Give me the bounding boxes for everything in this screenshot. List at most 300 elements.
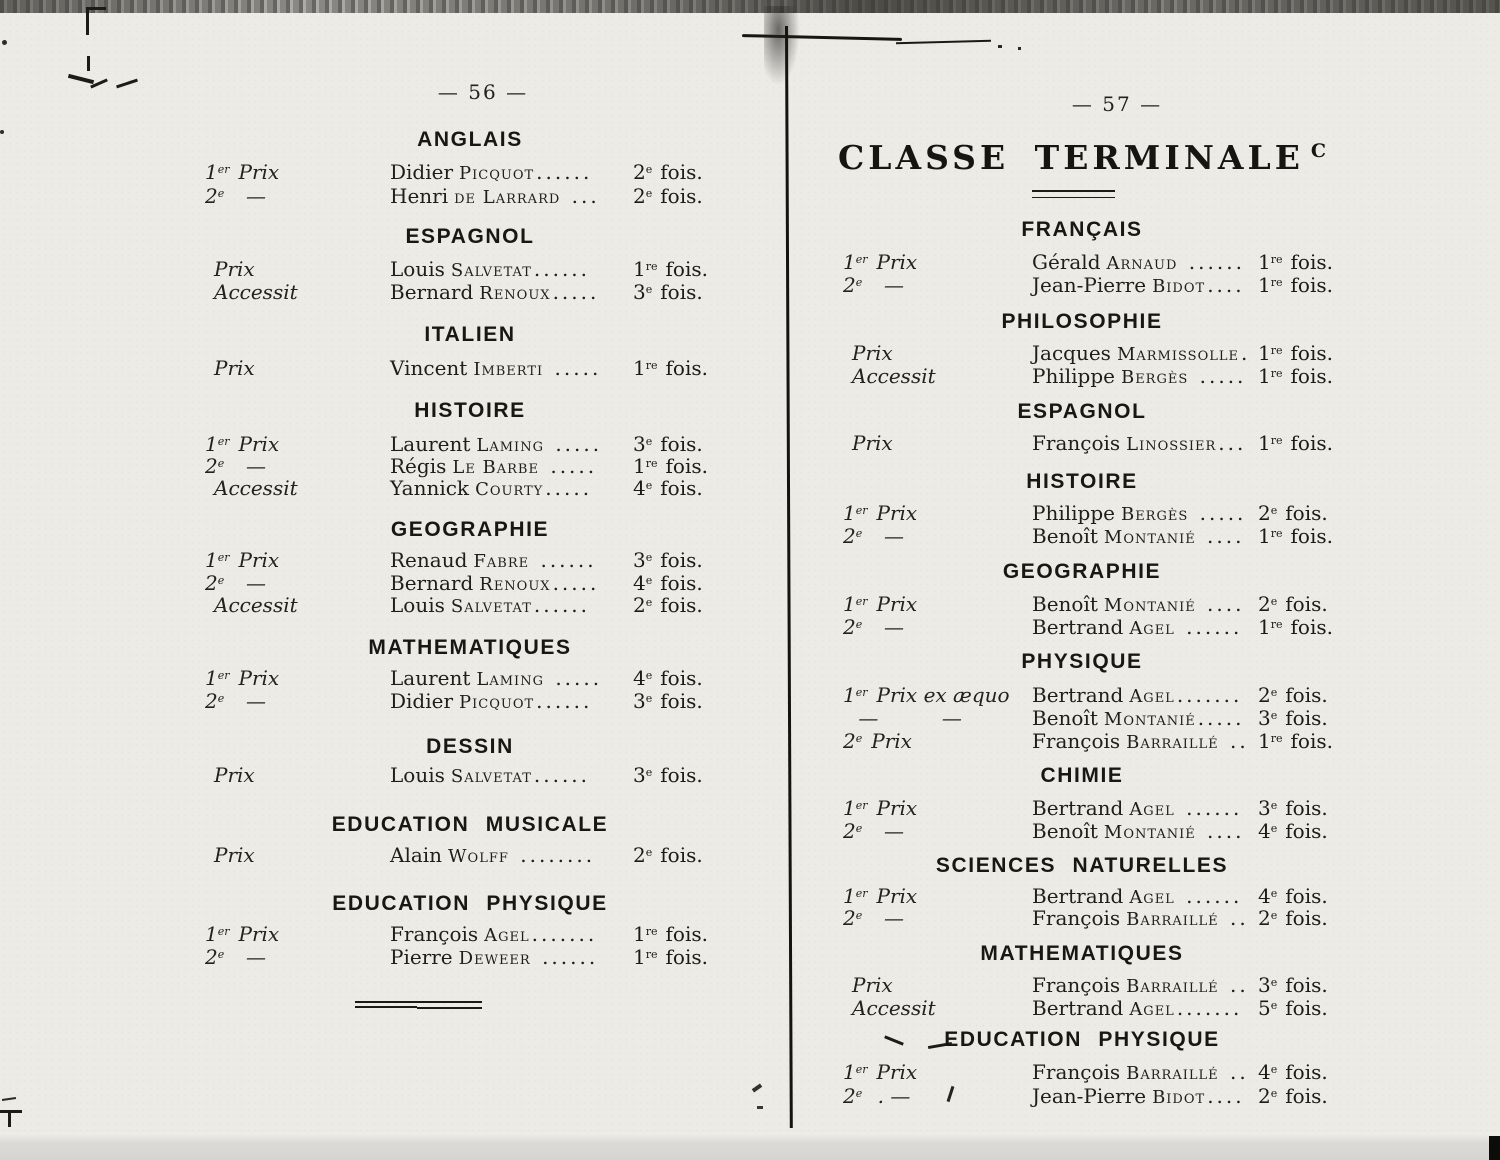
laureate-given-name: Louis [390, 763, 445, 787]
laureate-given-name: François [1032, 906, 1121, 930]
award-rank-sup: er [855, 887, 868, 900]
section-heading: PHYSIQUE [1021, 650, 1143, 673]
laureate-given-name: Renaud [390, 548, 468, 572]
award-word: Accessit [214, 593, 298, 617]
times-sup: e [645, 551, 653, 564]
laureate-given-name: François [1032, 1060, 1121, 1084]
laureate-given-name: Philippe [1032, 364, 1115, 388]
prize-row [0, 906, 1500, 932]
laureate-surname: Bidot [1152, 276, 1206, 297]
award-label [843, 524, 904, 548]
times-label [1258, 431, 1333, 455]
times-sup: e [1270, 504, 1278, 517]
award-label [843, 884, 917, 908]
times-number: 3 [633, 432, 646, 456]
section-heading: HISTOIRE [1026, 470, 1138, 493]
laureate-name [1032, 364, 1246, 388]
award-rank-sup: er [217, 925, 230, 938]
laureate-surname: Wolff [448, 846, 509, 867]
leader-dots: ........ [510, 843, 596, 867]
award-word: — [233, 689, 266, 713]
leader-dots: ...... [531, 548, 597, 572]
award-word: Accessit [214, 476, 298, 500]
prize-row [0, 273, 1500, 299]
laureate-surname: Le Barbe [452, 457, 539, 478]
times-sup: e [645, 766, 653, 779]
laureate-surname: Laming [476, 669, 544, 690]
times-number: 4 [1258, 1060, 1271, 1084]
section-heading: DESSIN [426, 735, 514, 758]
times-label [1258, 524, 1333, 548]
award-label [843, 501, 917, 525]
times-sup: e [645, 187, 653, 200]
award-rank: 1 [843, 1060, 856, 1084]
times-number: 1 [633, 356, 646, 380]
times-word: fois. [1285, 884, 1328, 908]
laureate-surname: de Larrard [454, 187, 561, 208]
award-rank: 2 [205, 945, 218, 969]
times-number: 4 [633, 476, 646, 500]
award-word: — [871, 819, 904, 843]
times-number: 1 [1258, 729, 1271, 753]
prize-row [0, 364, 1500, 390]
times-number: 2 [1258, 1084, 1271, 1108]
award-label [843, 364, 936, 388]
times-label [1258, 1084, 1328, 1108]
times-word: fois. [665, 922, 708, 946]
laureate-name [1032, 592, 1245, 616]
award-rank-sup: er [217, 669, 230, 682]
times-label [1258, 884, 1328, 908]
award-rank: 1 [843, 501, 856, 525]
times-word: fois. [1285, 1084, 1328, 1108]
times-word: fois. [1290, 364, 1333, 388]
times-word: fois. [1285, 796, 1328, 820]
times-word: fois. [1285, 996, 1328, 1020]
laureate-surname: Courty [475, 479, 544, 500]
times-number: 3 [633, 763, 646, 787]
times-word: fois. [1290, 250, 1333, 274]
times-label [1258, 615, 1333, 639]
award-rank: 1 [205, 160, 218, 184]
award-label [843, 683, 1010, 707]
award-word: Accessit [852, 996, 936, 1020]
leader-dots: ..... [1197, 706, 1245, 730]
times-label [1258, 973, 1328, 997]
times-sup: re [1270, 618, 1283, 631]
laureate-name [1032, 524, 1245, 548]
section-heading: EDUCATION PHYSIQUE [332, 892, 608, 915]
times-number: 4 [1258, 884, 1271, 908]
laureate-surname: Barraillé [1126, 1063, 1219, 1084]
laureate-surname: Barraillé [1126, 732, 1219, 753]
laureate-name [1032, 729, 1249, 753]
times-sup: e [645, 163, 653, 176]
award-rank-sup: er [855, 595, 868, 608]
laureate-given-name: François [1032, 729, 1121, 753]
award-word: — [871, 906, 904, 930]
laureate-given-name: Benoît [1032, 592, 1098, 616]
award-rank-sup: er [217, 163, 230, 176]
times-word: fois. [1285, 501, 1328, 525]
times-word: fois. [660, 763, 703, 787]
laureate-given-name: Vincent [390, 356, 468, 380]
award-rank: 2 [843, 729, 856, 753]
class-title-text: CLASSE TERMINALE [838, 138, 1304, 177]
award-rank-sup: er [217, 435, 230, 448]
award-rank: 1 [843, 683, 856, 707]
award-word: Prix [238, 432, 280, 456]
section-heading: HISTOIRE [414, 399, 526, 422]
award-rank: 2 [843, 819, 856, 843]
times-number: 2 [1258, 592, 1271, 616]
laureate-given-name: Bertrand [1032, 996, 1124, 1020]
leader-dots: ...... [533, 593, 591, 617]
leader-dots: ..... [545, 356, 602, 380]
times-sup: e [1270, 709, 1278, 722]
award-rank-sup: e [855, 1087, 863, 1100]
times-word: fois. [660, 666, 703, 690]
laureate-given-name: Jacques [1032, 341, 1111, 365]
award-word: Prix [214, 257, 255, 281]
laureate-surname: Picquot [459, 163, 535, 184]
section-heading: GEOGRAPHIE [1002, 560, 1162, 583]
prize-row [0, 729, 1500, 755]
award-label [843, 796, 917, 820]
times-word: fois. [1285, 683, 1328, 707]
times-sup: e [645, 574, 653, 587]
laureate-surname: Agel [1129, 887, 1175, 908]
award-rank: 2 [843, 524, 856, 548]
laureate-name [1032, 273, 1245, 297]
page-number: — 57 — [1071, 92, 1163, 116]
award-word: Prix [876, 796, 918, 820]
times-sup: e [645, 846, 653, 859]
award-label [843, 615, 904, 639]
award-word: — [233, 184, 266, 208]
times-number: 3 [633, 548, 646, 572]
award-word: — — [852, 706, 962, 730]
award-word: Prix [876, 592, 918, 616]
times-sup: re [1270, 367, 1283, 380]
times-label [1258, 906, 1328, 930]
times-label [1258, 819, 1328, 843]
award-rank-sup: er [855, 1063, 868, 1076]
times-number: 3 [1258, 706, 1271, 730]
leader-dots: . [1241, 341, 1251, 365]
times-sup: re [645, 260, 658, 273]
leader-dots: ...... [1176, 884, 1243, 908]
leader-dots: ...... [536, 160, 593, 184]
award-word: Prix [852, 341, 893, 365]
award-rank-sup: e [217, 948, 225, 961]
leader-dots: ..... [545, 432, 603, 456]
times-word: fois. [1290, 615, 1333, 639]
times-number: 1 [1258, 341, 1271, 365]
laureate-surname: Agel [1129, 618, 1175, 639]
prize-row [0, 524, 1500, 550]
award-label [843, 906, 904, 930]
laureate-given-name: Jean-Pierre [1032, 1084, 1147, 1108]
laureate-surname: Montanié [1103, 595, 1196, 616]
award-rank-sup: e [855, 276, 863, 289]
award-label [843, 729, 912, 753]
award-word: Prix [876, 884, 918, 908]
award-rank: 2 [843, 615, 856, 639]
award-word: — [233, 571, 266, 595]
award-word: Prix [214, 356, 255, 380]
times-word: fois. [660, 593, 703, 617]
times-number: 2 [1258, 906, 1271, 930]
times-label [1258, 706, 1328, 730]
times-sup: e [1270, 799, 1278, 812]
award-label [843, 973, 893, 997]
award-word: Prix [876, 1060, 918, 1084]
laureate-given-name: Benoît [1032, 819, 1098, 843]
times-word: fois. [1290, 431, 1333, 455]
award-rank: 1 [843, 884, 856, 908]
award-rank-sup: er [855, 253, 868, 266]
award-rank-sup: e [855, 822, 863, 835]
award-rank: 2 [205, 454, 218, 478]
times-number: 1 [1258, 273, 1271, 297]
times-label [1258, 729, 1333, 753]
times-sup: e [645, 596, 653, 609]
award-label [843, 819, 904, 843]
times-label [1258, 341, 1333, 365]
award-rank-sup: e [217, 692, 225, 705]
laureate-given-name: Bernard [390, 280, 474, 304]
laureate-surname: Renoux [479, 574, 551, 595]
award-label [843, 996, 936, 1020]
times-number: 2 [633, 160, 646, 184]
times-number: 1 [633, 454, 646, 478]
laureate-given-name: Pierre [390, 945, 453, 969]
times-number: 1 [1258, 364, 1271, 388]
times-sup: re [1270, 527, 1283, 540]
times-word: fois. [665, 257, 708, 281]
award-word: Accessit [852, 364, 936, 388]
times-number: 2 [1258, 501, 1271, 525]
laureate-name [1032, 615, 1242, 639]
award-word: Prix [852, 973, 893, 997]
times-number: 3 [1258, 796, 1271, 820]
laureate-surname: Salvetat [450, 260, 532, 281]
laureate-name [1032, 973, 1249, 997]
times-sup: e [1270, 595, 1278, 608]
laureate-surname: Barraillé [1126, 976, 1219, 997]
times-number: 1 [1258, 615, 1271, 639]
times-word: fois. [660, 689, 703, 713]
times-sup: e [1270, 686, 1278, 699]
times-sup: re [1270, 434, 1283, 447]
times-label [1258, 683, 1328, 707]
section-heading: EDUCATION PHYSIQUE [944, 1028, 1220, 1051]
times-number: 3 [633, 689, 646, 713]
times-sup: e [1270, 909, 1278, 922]
times-word: fois. [660, 476, 703, 500]
times-sup: e [1270, 822, 1278, 835]
award-rank: 2 [843, 273, 856, 297]
award-rank-sup: er [855, 504, 868, 517]
leader-dots: ... [1218, 431, 1247, 455]
section-heading: EDUCATION MUSICALE [331, 813, 609, 836]
times-number: 3 [1258, 973, 1271, 997]
award-rank: 1 [843, 592, 856, 616]
leader-dots: .. [1220, 906, 1249, 930]
award-rank-sup: er [217, 551, 230, 564]
laureate-surname: Salvetat [450, 596, 532, 617]
times-word: fois. [1290, 524, 1333, 548]
laureate-given-name: Laurent [390, 666, 471, 690]
times-label [1258, 996, 1328, 1020]
laureate-name [1032, 501, 1246, 525]
laureate-surname: Deweer [458, 948, 531, 969]
leader-dots: .. [1220, 1060, 1249, 1084]
section-heading: ESPAGNOL [1017, 400, 1147, 423]
prize-row [0, 431, 1500, 457]
award-rank: 2 [843, 1084, 856, 1108]
award-rank: 1 [205, 432, 218, 456]
times-sup: e [645, 669, 653, 682]
leader-dots: ..... [552, 571, 600, 595]
laureate-given-name: François [390, 922, 479, 946]
times-word: fois. [1285, 592, 1328, 616]
times-sup: e [645, 692, 653, 705]
award-word: — [871, 273, 904, 297]
times-word: fois. [660, 184, 703, 208]
laureate-given-name: Benoît [1032, 706, 1098, 730]
times-sup: e [645, 283, 653, 296]
leader-dots: ..... [1190, 501, 1247, 525]
award-label [843, 1060, 917, 1084]
laureate-surname: Arnaud [1106, 253, 1178, 274]
leader-dots: ..... [1190, 364, 1247, 388]
times-sup: re [1270, 276, 1283, 289]
section-heading: GEOGRAPHIE [390, 518, 550, 541]
times-number: 3 [633, 280, 646, 304]
times-number: 4 [633, 571, 646, 595]
section-heading: PHILOSOPHIE [1001, 310, 1163, 333]
times-word: fois. [660, 432, 703, 456]
times-label [1258, 501, 1328, 525]
times-label [1258, 1060, 1328, 1084]
times-sup: re [1270, 253, 1283, 266]
times-word: fois. [660, 160, 703, 184]
award-word: Prix [876, 501, 918, 525]
leader-dots: ....... [1176, 683, 1243, 707]
prize-row [0, 1060, 1500, 1086]
award-word: Prix [238, 548, 280, 572]
leader-dots: ...... [533, 257, 591, 281]
award-word: — [871, 615, 904, 639]
leader-dots: .. [1220, 973, 1249, 997]
times-word: fois. [665, 945, 708, 969]
times-number: 5 [1258, 996, 1271, 1020]
award-rank-sup: er [855, 799, 868, 812]
laureate-name [1032, 819, 1245, 843]
award-word: Prix [214, 763, 255, 787]
laureate-name [1032, 884, 1242, 908]
award-rank: 2 [205, 184, 218, 208]
award-rank: 1 [205, 922, 218, 946]
times-label [1258, 364, 1333, 388]
award-word: Prix [214, 843, 255, 867]
leader-dots: ..... [552, 280, 600, 304]
laureate-name [1032, 906, 1249, 930]
laureate-surname: Bergès [1120, 504, 1189, 525]
times-label [1258, 273, 1333, 297]
times-sup: e [1270, 887, 1278, 900]
times-number: 2 [633, 843, 646, 867]
award-rank: 1 [205, 666, 218, 690]
laureate-given-name: Henri [390, 184, 449, 208]
leader-dots: ...... [1179, 250, 1245, 274]
award-label [843, 706, 962, 730]
laureate-surname: Agel [1129, 799, 1175, 820]
laureate-surname: Bidot [1152, 1087, 1206, 1108]
laureate-given-name: Bertrand [1032, 796, 1124, 820]
award-word: Prix [238, 922, 280, 946]
award-rank: 2 [205, 689, 218, 713]
laureate-given-name: Bertrand [1032, 884, 1124, 908]
award-label [843, 1084, 910, 1108]
award-word: — [871, 524, 904, 548]
times-number: 1 [633, 922, 646, 946]
leader-dots: ..... [545, 476, 593, 500]
leader-dots: .... [1197, 524, 1245, 548]
laureate-name [1032, 796, 1242, 820]
laureate-name [1032, 706, 1245, 730]
award-label [843, 592, 917, 616]
times-word: fois. [1285, 1060, 1328, 1084]
laureate-surname: Agel [1129, 999, 1175, 1020]
times-word: fois. [1285, 906, 1328, 930]
laureate-name [1032, 341, 1250, 365]
award-rank: 2 [205, 571, 218, 595]
section-heading: ANGLAIS [417, 128, 523, 151]
section-heading: MATHEMATIQUES [980, 942, 1184, 965]
leader-dots: ...... [533, 763, 591, 787]
class-title [822, 138, 1342, 177]
laureate-surname: Laming [476, 435, 544, 456]
section-heading: ESPAGNOL [405, 225, 535, 248]
laureate-surname: Montanié [1103, 822, 1196, 843]
award-word: . — [871, 1084, 911, 1108]
times-number: 1 [633, 945, 646, 969]
award-label [843, 250, 917, 274]
leader-dots: .... [1207, 1084, 1245, 1108]
award-rank-sup: e [217, 187, 225, 200]
award-rank-sup: e [855, 732, 863, 745]
laureate-name [1032, 250, 1245, 274]
times-number: 1 [1258, 524, 1271, 548]
laureate-given-name: Laurent [390, 432, 471, 456]
laureate-given-name: Benoît [1032, 524, 1098, 548]
award-rank-sup: e [855, 618, 863, 631]
leader-dots: ...... [1176, 796, 1243, 820]
award-word: — [233, 945, 266, 969]
times-sup: re [645, 948, 658, 961]
laureate-surname: Picquot [459, 692, 535, 713]
times-sup: e [1270, 999, 1278, 1012]
times-number: 2 [633, 593, 646, 617]
award-rank: 1 [843, 250, 856, 274]
times-word: fois. [660, 280, 703, 304]
prize-row [0, 819, 1500, 845]
award-word: Prix [852, 431, 893, 455]
leader-dots: ... [562, 184, 600, 208]
